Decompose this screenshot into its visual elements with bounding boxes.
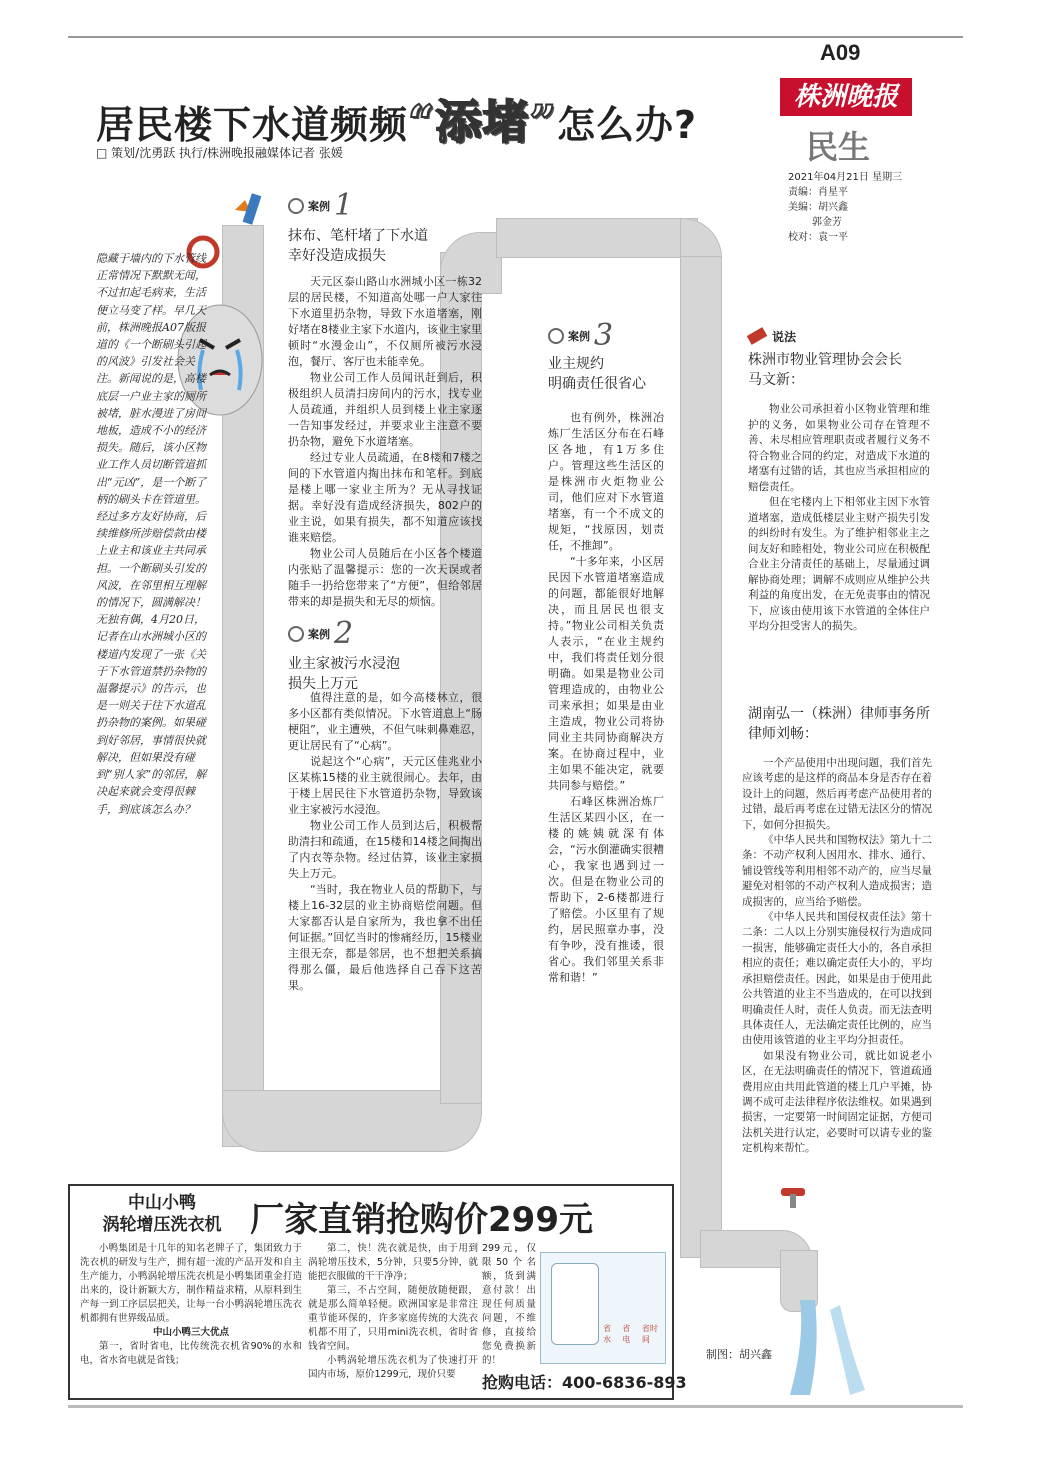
ad-col1 bbox=[80, 1242, 302, 1368]
water-splash-icon bbox=[780, 1300, 880, 1400]
case1-number: 1 bbox=[334, 188, 354, 223]
case3-title bbox=[548, 354, 646, 394]
case1-title-line2: 幸好没造成损失 bbox=[288, 248, 386, 264]
headline-pre: 居民楼下水道频频 bbox=[96, 103, 409, 147]
advertisement bbox=[68, 1184, 687, 1400]
ad-col2-p2: 第三，不占空间，随便放随便跟，就是那么简单轻便。欧洲国家是非常注重节能环保的，许多家庭传统的大洗衣机都不用了，只用mini洗衣机，省时省钱省空间。 bbox=[308, 1285, 478, 1352]
opinion-tag bbox=[748, 328, 796, 345]
speaker1-head bbox=[748, 350, 902, 390]
pipe-right-vertical bbox=[680, 256, 722, 1258]
speaker1-org: 株洲市物业管理协会会长 bbox=[748, 352, 902, 368]
speaker2-p1: 一个产品使用中出现问题，我们首先应该考虑的是这样的商品本身是否存在着设计上的问题，然后再考虑产品使用者的过错，最后再考虑在过错无法区分的情况下，如何分担损失。 bbox=[742, 757, 932, 831]
washing-machine-image bbox=[540, 1252, 666, 1364]
intro-text: 隐藏于墙内的下水管线正常情况下默默无闻，不过扣起毛病来，生活便立马变了样。早几天前，株洲晚报A07版报道的《一个断刷头引起的风波》引发社会关注。新闻说的是，高楼底层一户业主家的厕所被堵，脏水漫进了房间地板，造成不小的经济损失。随后，该小区物业工作人员切断管道抓出“元凶”，是一个断了柄的刷头卡在管道里。经过多方友好协商，后续维修所涉赔偿款由楼上业主和该业主共同承担。一个断刷头引发的风波，在邻里相互理解的情况下，圆满解决！无独有偶，4月20日，记者在山水洲城小区的楼道内发现了一张《关于下水管道禁扔杂物的温馨提示》的告示，也是一则关于往下水道乱扔杂物的案例。如果碰到好邻居，事情很快就解决，但如果没有碰到“别人家”的邻居，解决起来就会变得很棘手，到底该怎么办？ bbox=[96, 252, 207, 816]
washer-label-water: 省水 bbox=[603, 1324, 611, 1344]
pipe-top-horizontal bbox=[496, 218, 698, 258]
speaker1-body bbox=[748, 402, 930, 635]
meta-art2: 郭金芳 bbox=[812, 217, 842, 228]
top-rule bbox=[68, 36, 963, 38]
speaker2-org: 湖南弘一（株洲）律师事务所 bbox=[748, 706, 930, 722]
byline: □ 策划/沈勇跃 执行/株洲晚报融媒体记者 张媛 bbox=[96, 146, 343, 160]
case2-title bbox=[288, 654, 400, 694]
speaker2-body bbox=[742, 756, 932, 1157]
case1-p3: 经过专业人员疏通，在8楼和7楼之间的下水管道内掏出抹布和笔杆。到底是楼上哪一家业主所为？无从寻找证据。幸好没有造成经济损失，802户的业主说，如果有损失，都不知道应该找谁来赔偿。 bbox=[288, 451, 482, 544]
red-valve-icon bbox=[778, 1180, 808, 1210]
case2-p1: 值得注意的是，如今高楼林立，很多小区都有类似情况。下水管道息上“肠梗阻”，业主遭殃，不但气味刺鼻难忍，更让居民有了“心病”。 bbox=[288, 691, 482, 752]
speaker2-name: 律师刘畅： bbox=[748, 726, 818, 742]
case3-tag-label: 案例 bbox=[568, 329, 590, 343]
case3-tag bbox=[548, 318, 613, 353]
case1-p2: 物业公司工作人员闻讯赶到后，积极组织人员清扫房间内的污水，找专业人员疏通，并组织人员到楼上业主家逐一告知事发经过，并要求业主注意不要扔杂物，避免下水道堵塞。 bbox=[288, 371, 482, 448]
case2-p4: “当时，我在物业人员的帮助下，与楼上16-32层的业主协商赔偿问题。但大家都否认是自家所为，我也拿不出任何证据。”回忆当时的惨痛经历，15楼业主很无奈，都是邻居，也不想把关系搞得那么僵，最后他选择自己吞下这苦果。 bbox=[288, 883, 482, 992]
case2-title-line2: 损失上万元 bbox=[288, 676, 358, 692]
bottom-rule bbox=[68, 1405, 963, 1408]
case2-tag-label: 案例 bbox=[308, 627, 330, 641]
case1-p4: 物业公司人员随后在小区各个楼道内张贴了温馨提示：您的一次天误或者随手一扔给您带来了“方便”，但给邻居带来的却是损失和无尽的烦恼。 bbox=[288, 547, 482, 608]
ad-col3: 299元，仅限50个名额，货到满意付款！出现任何质量问题，不维修，直接给您免费换新的！ bbox=[482, 1243, 536, 1366]
newspaper-logo: 株洲晚报 bbox=[780, 78, 912, 116]
speaker1-p2: 但在宅楼内上下相邻业主因下水管道堵塞，造成低楼层业主财产损失引发的纠纷时有发生。为了维护相邻业主之间友好和睦相处，物业公司应在积极配合业主分清责任的基础上，尽量通过调解协商处理；调解不成则应从维护公共利益的角度出发，在无免责事由的情况下，应该由使用该下水管道的全体住户平均分担受害人的损失。 bbox=[748, 496, 930, 632]
case2-p3: 物业公司工作人员到达后，积极帮助清扫和疏通，在15楼和14楼之间掏出了内衣等杂物。经过估算，该业主家损失上万元。 bbox=[288, 819, 482, 880]
ad-phone: 抢购电话：400-6836-893 bbox=[482, 1373, 687, 1392]
case1-title bbox=[288, 226, 428, 266]
headline-quoted: “添堵” bbox=[408, 95, 557, 149]
ad-col1-p1: 小鸭集团是十几年的知名老牌子了，集团致力于洗衣机的研发与生产，拥有超一流的产品开发和自主生产能力，小鸭涡轮增压洗衣机是小鸭集团重金打造出来的，设计新颖大方，制作精益求精，从原料到生产每一到工序层层把关，让每一台小鸭涡轮增压洗衣机都拥有世界级品质。 bbox=[80, 1243, 302, 1324]
case1-p1: 天元区泰山路山水洲城小区一栋32层的居民楼，不知道高处哪一户人家往下水道里扔杂物，导致下水道堵塞，刚好堵在8楼业主家下水道内，该业主家里顿时“水漫金山”，不仅厕所被污水浸泡，餐厅、客厅也未能幸免。 bbox=[288, 275, 482, 368]
page-number: A09 bbox=[820, 40, 861, 65]
pencil-icon bbox=[747, 327, 768, 345]
case1-tag bbox=[288, 188, 353, 223]
case3-p3: 石峰区株洲冶炼厂生活区某四小区，在一楼的姚姨就深有体会，“污水倒灌确实很糟心，我家也遇到过一次。但是在物业公司的帮助下，2-6楼都进行了赔偿。小区里有了规约，居民照章办事，没有争吵，没有推诿，很省心。我们邻里关系非常和谐！” bbox=[548, 795, 664, 984]
case2-body bbox=[288, 690, 482, 994]
ad-product-name bbox=[82, 1192, 242, 1236]
washer-label-power: 省电 bbox=[622, 1324, 631, 1344]
headline bbox=[96, 86, 697, 152]
case-bullet-icon bbox=[288, 626, 304, 642]
ad-col2 bbox=[308, 1242, 478, 1382]
speaker1-p1: 物业公司承担着小区物业管理和维护的义务，如果物业公司存在管理不善、未尽相应管理职责或者履行义务不符合物业合同的约定，对造成下水道的堵塞有过错的话，其也应当承担相应的赔偿责任。 bbox=[748, 403, 930, 493]
ad-col1-p3: 第一，省时省电，比传统洗衣机省90%的水和电，省水省电就是省钱； bbox=[80, 1341, 302, 1366]
case2-number: 2 bbox=[334, 616, 354, 651]
case1-tag-label: 案例 bbox=[308, 199, 330, 213]
meta-date: 2021年04月21日 星期三 bbox=[788, 172, 903, 183]
illustration-credit: 制图：胡兴鑫 bbox=[706, 1348, 772, 1361]
speaker2-p2: 《中华人民共和国物权法》第九十二条：不动产权利人因用水、排水、通行、铺设管线等利用相邻不动产的，应当尽量避免对相邻的不动产权利人造成损害；造成损害的，应当给予赔偿。 bbox=[742, 834, 932, 908]
ad-col2-p1: 第二，快！洗衣就是快，由于用到涡轮增压技术，5分钟，只要5分钟，就能把衣服做的干干净净； bbox=[308, 1243, 478, 1282]
case1-body bbox=[288, 274, 482, 610]
ad-headline: 厂家直销抢购价299元 bbox=[250, 1200, 593, 1240]
case3-body bbox=[548, 410, 664, 986]
case3-p2: “十多年来，小区居民因下水管道堵塞造成的问题，都能很好地解决，而且居民也很支持。”物业公司相关负责人表示，“在业主规约中，我们将责任划分很明确。如果是物业公司管理造成的，由物业公司来承担；如果是由业主造成，物业公司将协同业主共同协商解决方案。在协商过程中，业主如果不能决定，就要共同参与赔偿。” bbox=[548, 555, 664, 792]
meta-art: 美编：胡兴鑫 bbox=[788, 202, 848, 213]
case-bullet-icon bbox=[548, 328, 564, 344]
meta-proof: 校对：袁一平 bbox=[788, 232, 848, 243]
headline-post: 怎么办? bbox=[556, 103, 697, 147]
ad-product: 涡轮增压洗衣机 bbox=[102, 1215, 222, 1235]
edition-meta bbox=[788, 170, 902, 245]
speaker2-p4: 如果没有物业公司，就比如说老小区，在无法明确责任的情况下，管道疏通费用应由共用此管道的楼上几户平摊，协调不成可走法律程序依法维权。如果遇到损害，一定要第一时间固定证据，方便司法机关进行认定，必要时可以请专业的鉴定机构来帮忙。 bbox=[742, 1049, 932, 1155]
case2-tag bbox=[288, 616, 353, 651]
case2-p2: 说起这个“心病”，天元区佳兆业小区某栋15楼的业主就很闹心。去年，由于楼上居民往下水管道扔杂物，导致该业主家被污水浸泡。 bbox=[288, 755, 482, 816]
case3-title-line2: 明确责任很省心 bbox=[548, 376, 646, 392]
washer-label-time: 省时间 bbox=[641, 1324, 658, 1344]
case1-title-line1: 抹布、笔杆堵了下水道 bbox=[288, 228, 428, 244]
case3-p1: 也有例外，株洲冶炼厂生活区分布在石峰区各地，有1万多住户。管理这些生活区的是株洲市火炬物业公司，他们应对下水管道堵塞，有一个不成文的规矩，“找原因，划责任，不推卸”。 bbox=[548, 411, 664, 552]
speaker1-name: 马文新： bbox=[748, 372, 804, 388]
meta-editor: 责编：肖星平 bbox=[788, 187, 848, 198]
washer-labels bbox=[603, 1323, 665, 1345]
ad-brand: 中山小鸭 bbox=[128, 1193, 196, 1213]
speaker2-head bbox=[748, 704, 930, 744]
ad-col1-p2: 中山小鸭三大优点 bbox=[152, 1327, 229, 1338]
case-bullet-icon bbox=[288, 198, 304, 214]
section-title: 民生 bbox=[806, 128, 871, 166]
case3-title-line1: 业主规约 bbox=[548, 356, 604, 372]
opinion-tag-label: 说法 bbox=[772, 330, 797, 344]
speaker2-p3: 《中华人民共和国侵权责任法》第十二条：二人以上分别实施侵权行为造成同一损害，能够确定责任大小的，各自承担相应的责任；难以确定责任大小的，平均承担赔偿责任。因此，如果是由于使用此公共管道的业主不当造成的，在可以找到明确责任人时，责任人负责。而无法查明具体责任人，无法确定责任比例的，应当由使用该管道的业主平均分担责任。 bbox=[742, 911, 932, 1047]
ad-col2-p3: 小鸭涡轮增压洗衣机为了快速打开国内市场，原价1299元，现价只要 bbox=[308, 1355, 478, 1380]
case2-title-line1: 业主家被污水浸泡 bbox=[288, 656, 400, 672]
washer-body bbox=[551, 1263, 599, 1345]
case3-number: 3 bbox=[594, 318, 614, 353]
